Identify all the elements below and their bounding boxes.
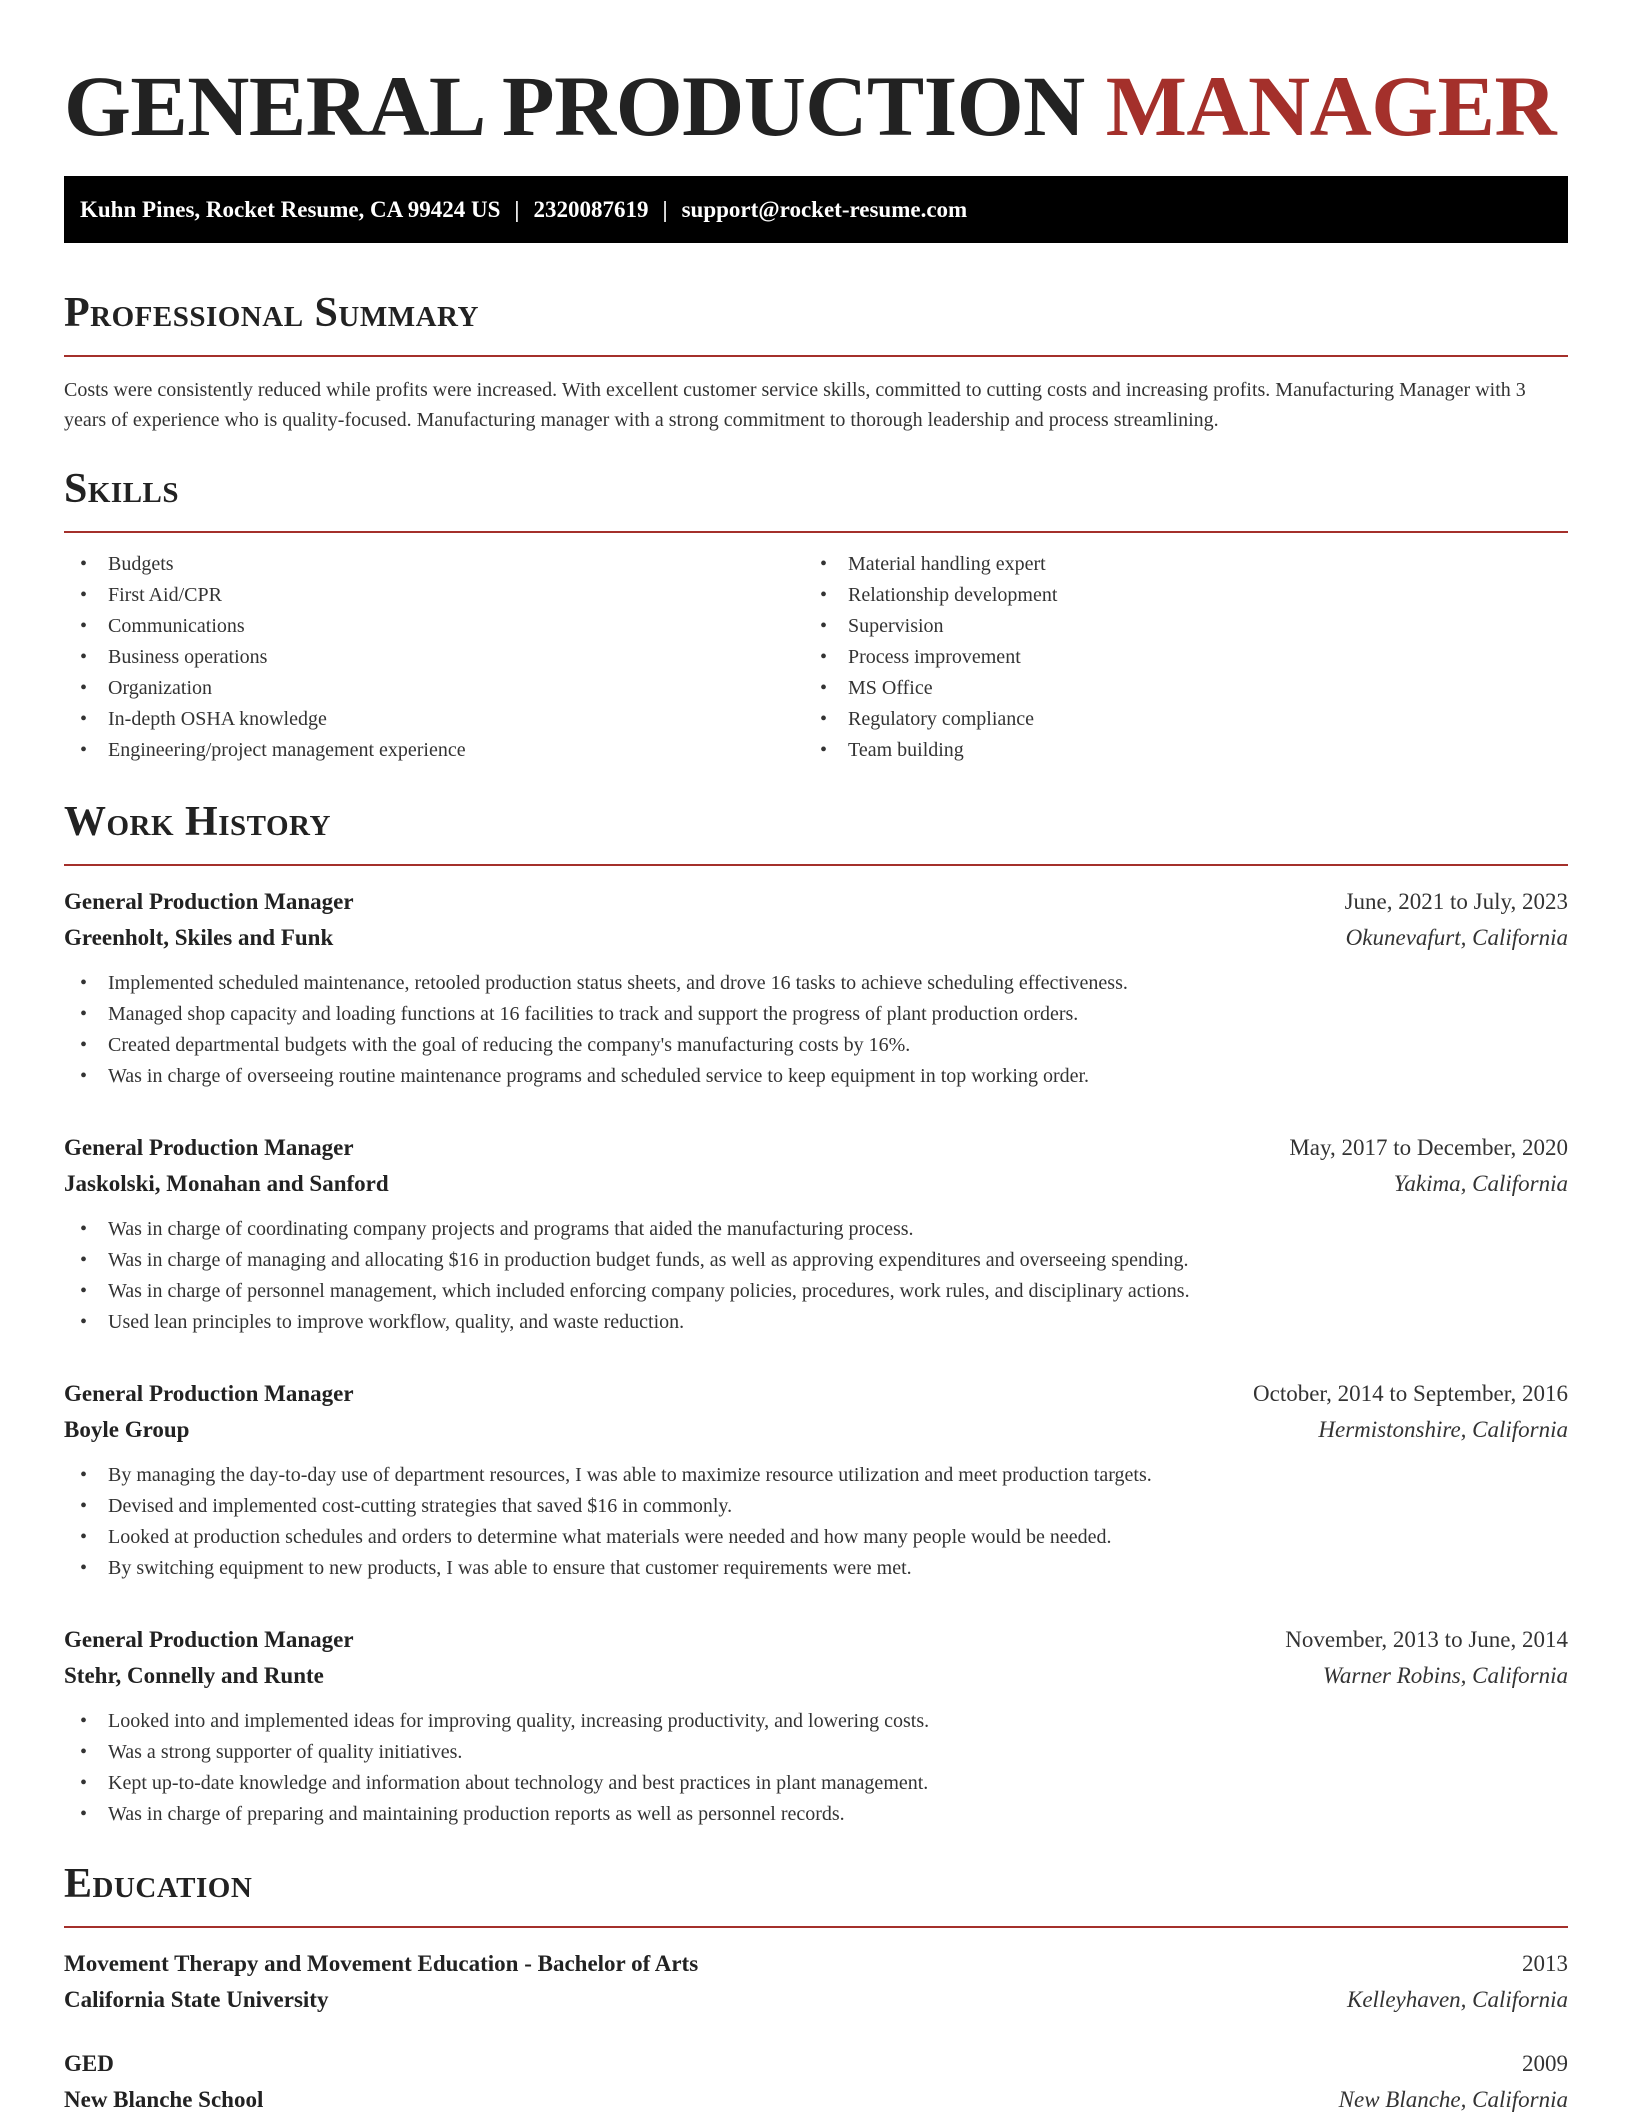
job-dates: May, 2017 to December, 2020 [1289, 1135, 1568, 1160]
job-header-row [64, 1130, 1568, 1166]
section-divider [64, 355, 1568, 357]
job-bullet: • Created departmental budgets with the goal of reducing the company's manufacturing costs by 16%. [64, 1030, 1568, 1061]
job-bullet: • Was in charge of personnel management, which included enforcing company policies, procedures, work rules, and disciplinary actions. [64, 1276, 1568, 1307]
skill-item: • Team building [804, 735, 1544, 766]
education-year: 2013 [1522, 1951, 1568, 1976]
job-bullet: • Was in charge of coordinating company projects and programs that aided the manufacturing process. [64, 1214, 1568, 1245]
skills-columns [64, 549, 1568, 766]
summary-section [64, 285, 1568, 435]
education-location: Kelleyhaven, California [1346, 1987, 1568, 2012]
job-dates: November, 2013 to June, 2014 [1285, 1627, 1568, 1652]
job-bullets [64, 1460, 1568, 1584]
skill-item: • Material handling expert [804, 549, 1544, 580]
job-bullet: • Was in charge of managing and allocating $16 in production budget funds, as well as approving expenditures and overseeing spending. [64, 1245, 1568, 1276]
job-bullet: • Looked into and implemented ideas for improving quality, increasing productivity, and lowering costs. [64, 1706, 1568, 1737]
section-heading-skills: Skills [64, 466, 180, 512]
skill-item: • Organization [64, 673, 804, 704]
job-company-row [64, 1166, 1568, 1202]
job-title: General Production Manager [64, 1135, 354, 1160]
education-degree: GED [64, 2051, 114, 2076]
title-accent: MANAGER [1105, 58, 1557, 154]
skill-item: • Regulatory compliance [804, 704, 1544, 735]
contact-separator: | [662, 197, 668, 222]
job-bullet: • By switching equipment to new products, I was able to ensure that customer requirements were met. [64, 1553, 1568, 1584]
job-company-row [64, 920, 1568, 956]
title-main: GENERAL PRODUCTION [64, 58, 1085, 154]
job-bullet: • Used lean principles to improve workflow, quality, and waste reduction. [64, 1307, 1568, 1338]
education-year: 2009 [1522, 2051, 1568, 2076]
contact-separator: | [514, 197, 520, 222]
education-school-row [64, 1982, 1568, 2018]
job-title: General Production Manager [64, 1381, 354, 1406]
job-header-row [64, 1622, 1568, 1658]
contact-bar [64, 176, 1568, 243]
job-company: Greenholt, Skiles and Funk [64, 925, 334, 950]
education-school: New Blanche School [64, 2087, 264, 2112]
job-title: General Production Manager [64, 1627, 354, 1652]
job-dates: June, 2021 to July, 2023 [1344, 889, 1568, 914]
job-location: Okunevafurt, California [1345, 925, 1568, 950]
job-location: Warner Robins, California [1322, 1663, 1568, 1688]
job-bullet: • By managing the day-to-day use of department resources, I was able to maximize resource utilization and meet production targets. [64, 1460, 1568, 1491]
education-school-row [64, 2082, 1568, 2118]
job-company: Boyle Group [64, 1417, 190, 1442]
job-entry [64, 1376, 1568, 1584]
resume-page [64, 0, 1568, 2118]
education-section [64, 1856, 1568, 2118]
education-entry [64, 2046, 1568, 2118]
job-location: Hermistonshire, California [1318, 1417, 1568, 1442]
skill-item: • Budgets [64, 549, 804, 580]
section-heading-summary: Professional Summary [64, 290, 479, 336]
job-bullet: • Implemented scheduled maintenance, retooled production status sheets, and drove 16 tasks to achieve scheduling effectiveness. [64, 968, 1568, 999]
summary-text: Costs were consistently reduced while profits were increased. With excellent customer service skills, committed to cutting costs and increasing profits. Manufacturing Manager with 3 years of experience who is quality-focused. Manufacturing manager with a strong commitment to thorough leadership and process streamlining. [64, 379, 1526, 431]
skill-item: • Communications [64, 611, 804, 642]
job-bullet: • Kept up-to-date knowledge and information about technology and best practices in plant management. [64, 1768, 1568, 1799]
page-title [64, 56, 1568, 156]
job-company: Stehr, Connelly and Runte [64, 1663, 324, 1688]
skills-section [64, 461, 1568, 766]
job-bullet: • Was in charge of overseeing routine maintenance programs and scheduled service to keep equipment in top working order. [64, 1061, 1568, 1092]
job-bullet: • Looked at production schedules and orders to determine what materials were needed and how many people would be needed. [64, 1522, 1568, 1553]
education-school: California State University [64, 1987, 329, 2012]
skill-item: • First Aid/CPR [64, 580, 804, 611]
job-bullet: • Was a strong supporter of quality initiatives. [64, 1737, 1568, 1768]
education-location: New Blanche, California [1338, 2087, 1568, 2112]
job-company: Jaskolski, Monahan and Sanford [64, 1171, 389, 1196]
section-divider [64, 864, 1568, 866]
job-bullets [64, 1706, 1568, 1830]
skills-list-right [804, 549, 1544, 766]
skill-item: • In-depth OSHA knowledge [64, 704, 804, 735]
skill-item: • Relationship development [804, 580, 1544, 611]
job-entry [64, 1622, 1568, 1830]
skills-list-left [64, 549, 804, 766]
education-header-row [64, 2046, 1568, 2082]
skill-item: • Supervision [804, 611, 1544, 642]
job-bullet: • Managed shop capacity and loading functions at 16 facilities to track and support the progress of plant production orders. [64, 999, 1568, 1030]
job-company-row [64, 1412, 1568, 1448]
contact-phone[interactable]: 2320087619 [533, 197, 649, 222]
job-dates: October, 2014 to September, 2016 [1253, 1381, 1568, 1406]
job-bullets [64, 1214, 1568, 1338]
job-entry [64, 884, 1568, 1092]
contact-email[interactable]: support@rocket-resume.com [681, 197, 968, 222]
contact-address: Kuhn Pines, Rocket Resume, CA 99424 US [80, 197, 501, 222]
job-header-row [64, 1376, 1568, 1412]
section-divider [64, 1926, 1568, 1928]
section-heading-work-history: Work History [64, 799, 331, 845]
job-company-row [64, 1658, 1568, 1694]
job-title: General Production Manager [64, 889, 354, 914]
job-header-row [64, 884, 1568, 920]
education-entry [64, 1946, 1568, 2018]
education-degree: Movement Therapy and Movement Education - Bachelor of Arts [64, 1951, 699, 1976]
section-heading-education: Education [64, 1861, 253, 1907]
job-bullets [64, 968, 1568, 1092]
work-history-section [64, 794, 1568, 1830]
section-divider [64, 531, 1568, 533]
skill-item: • Engineering/project management experience [64, 735, 804, 766]
education-header-row [64, 1946, 1568, 1982]
job-bullet: • Devised and implemented cost-cutting strategies that saved $16 in commonly. [64, 1491, 1568, 1522]
skill-item: • Business operations [64, 642, 804, 673]
job-location: Yakima, California [1393, 1171, 1568, 1196]
job-bullet: • Was in charge of preparing and maintaining production reports as well as personnel records. [64, 1799, 1568, 1830]
job-entry [64, 1130, 1568, 1338]
skill-item: • Process improvement [804, 642, 1544, 673]
skill-item: • MS Office [804, 673, 1544, 704]
